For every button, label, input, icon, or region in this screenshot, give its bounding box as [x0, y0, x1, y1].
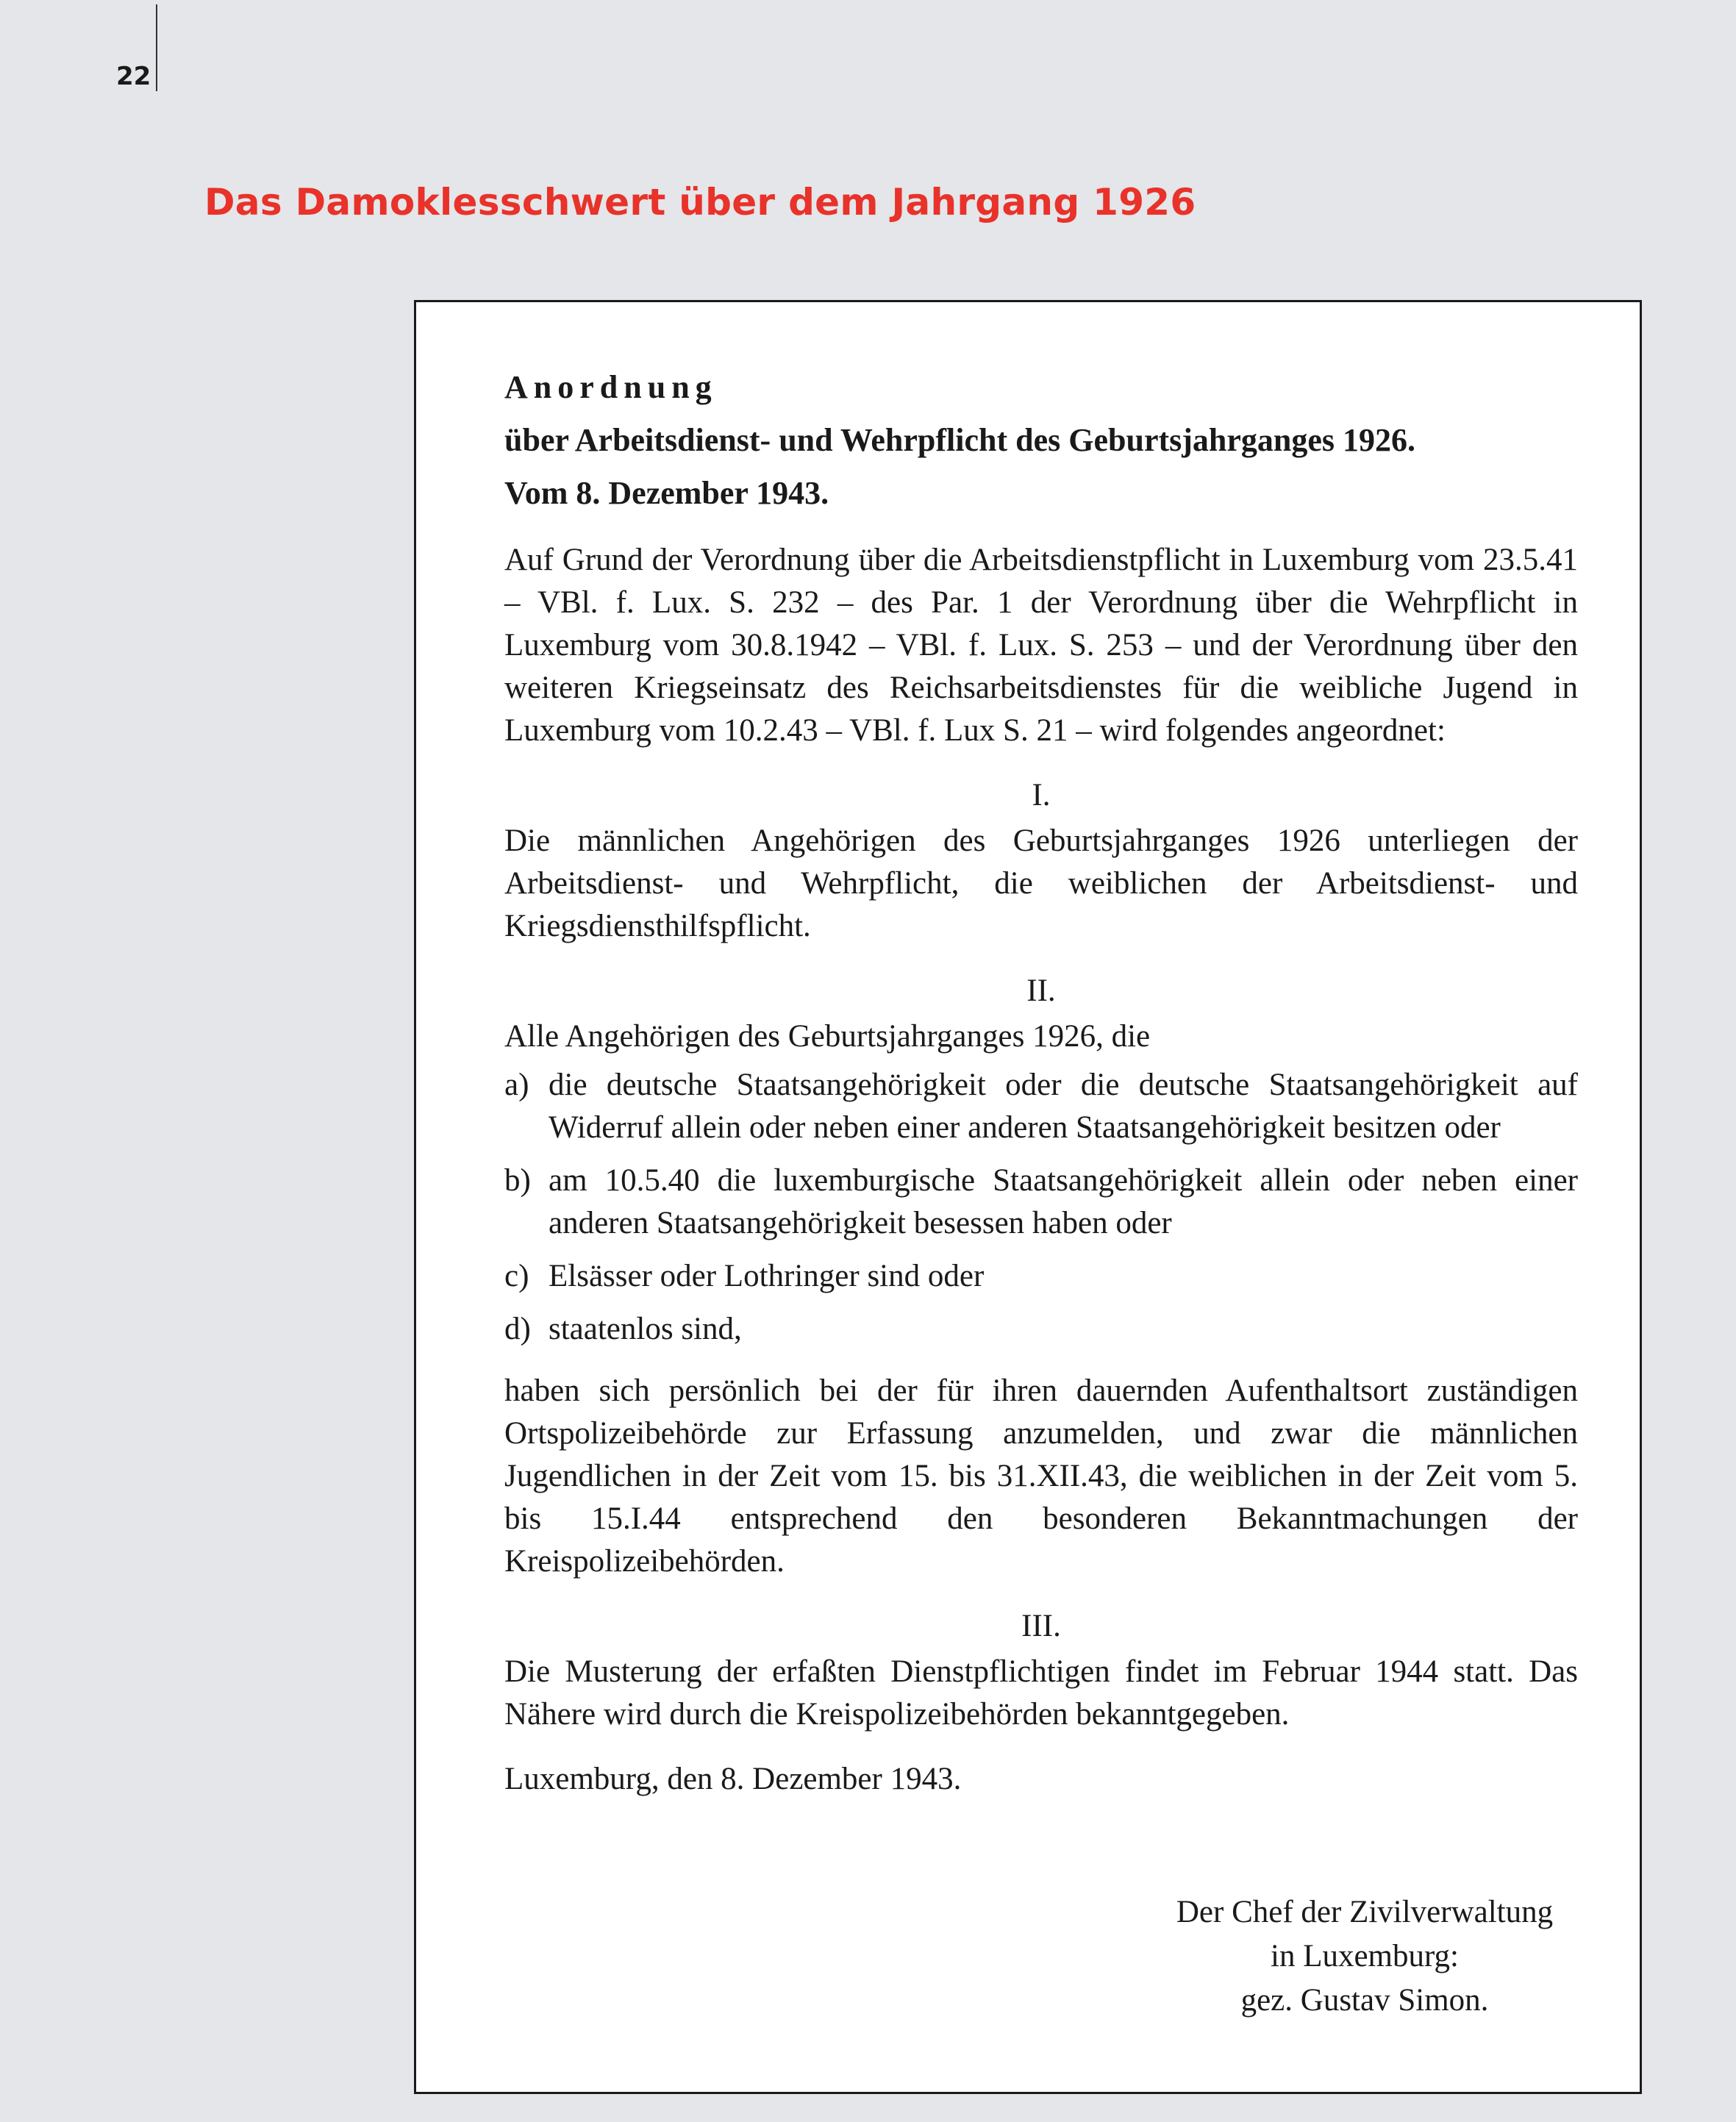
- chapter-title: Das Damoklesschwert über dem Jahrgang 1926: [204, 181, 1196, 224]
- section-3-text: Die Musterung der erfaßten Dienstpflichtigen findet im Februar 1944 statt. Das Nähere wird durch die Kreispolizeibehörden bekanntgegeben.: [504, 1654, 1578, 1732]
- section-3-number: III.: [1021, 1609, 1061, 1643]
- section-2-lead: Alle Angehörigen des Geburtsjahrganges 1926, die: [504, 1019, 1151, 1054]
- list-marker: b): [504, 1163, 531, 1198]
- signature-line-1: Der Chef der Zivilverwaltung: [1176, 1895, 1554, 1929]
- intro-paragraph: Auf Grund der Verordnung über die Arbeitsdienstpflicht in Luxemburg vom 23.5.41 – VBl. f. Lux. S. 232 – des Par. 1 der Verordnung über die Wehrpflicht in Luxemburg vom 30.8.1942 – VBl. f. Lux. S. 253 – und der Verordnung über den weiteren Kriegseinsatz des Reichsarbeitsdienstes für die weibliche Jugend in Luxemburg vom 10.2.43 – VBl. f. Lux S. 21 – wird folgendes angeordnet:: [504, 543, 1578, 748]
- list-marker: a): [504, 1068, 529, 1102]
- list-item: [504, 1160, 1578, 1245]
- list-marker: c): [504, 1259, 529, 1293]
- document-body: [504, 361, 1578, 1801]
- signature-line-3: gez. Gustav Simon.: [1240, 1983, 1489, 2018]
- list-item: [504, 1064, 1578, 1149]
- date-line: Luxemburg, den 8. Dezember 1943.: [504, 1762, 962, 1796]
- list-item: [504, 1255, 1578, 1298]
- list-item-text: Elsässer oder Lothringer sind oder: [549, 1259, 985, 1293]
- header-rule: [156, 4, 157, 91]
- page-number: 22: [116, 62, 151, 91]
- section-1-text: Die männlichen Angehörigen des Geburtsjahrganges 1926 unterliegen der Arbeitsdienst- und Wehrpflicht, die weiblichen der Arbeitsdienst- und Kriegsdiensthilfspflicht.: [504, 824, 1578, 943]
- list-item-text: am 10.5.40 die luxemburgische Staatsangehörigkeit allein oder neben einer anderen Staatsangehörigkeit besessen haben oder: [549, 1163, 1578, 1240]
- document-title: Anordnung: [504, 369, 718, 405]
- section-2-tail: haben sich persönlich bei der für ihren dauernden Aufenthaltsort zuständigen Ortspolizeibehörde zur Erfassung anzumelden, und zwar die männlichen Jugendlichen in der Zeit vom 15. bis 31.XII.43, die weiblichen in der Zeit vom 5. bis 15.I.44 entsprechend den besonderen Bekanntmachungen der Kreispolizeibehörden.: [504, 1373, 1578, 1579]
- document-frame: [414, 300, 1642, 2094]
- document-subtitle: über Arbeitsdienst- und Wehrpflicht des Geburtsjahrganges 1926.: [504, 422, 1416, 458]
- document-date-heading: Vom 8. Dezember 1943.: [504, 475, 829, 511]
- section-2-number: II.: [1026, 974, 1056, 1008]
- section-1-number: I.: [1032, 778, 1051, 812]
- section-2-list: [504, 1064, 1578, 1351]
- list-item-text: staatenlos sind,: [549, 1312, 742, 1346]
- signature-block: [1137, 1890, 1593, 2023]
- list-item: [504, 1308, 1578, 1351]
- signature-line-2: in Luxemburg:: [1271, 1939, 1459, 1973]
- list-item-text: die deutsche Staatsangehörigkeit oder die deutsche Staatsangehörigkeit auf Widerruf allein oder neben einer anderen Staatsangehörigkeit besitzen oder: [549, 1068, 1578, 1145]
- list-marker: d): [504, 1312, 531, 1346]
